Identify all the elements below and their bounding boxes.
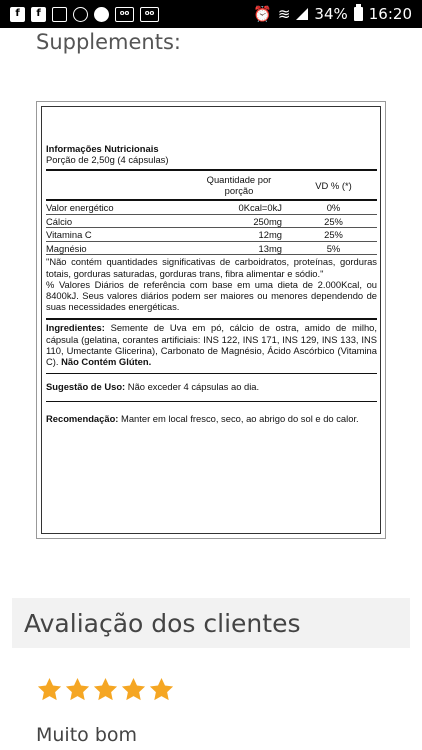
table-row: Valor energético 0Kcal=0kJ 0% [46, 202, 341, 214]
table-row: Cálcio 250mg 25% [46, 214, 377, 228]
heading-line: Supplements: [36, 30, 181, 54]
star-rating [36, 676, 175, 703]
facebook-icon: f [10, 7, 25, 22]
reviews-title: Avaliação dos clientes [24, 609, 301, 638]
star-icon [64, 676, 91, 703]
star-icon [148, 676, 175, 703]
nutrition-label [41, 106, 381, 534]
label-notes [46, 254, 377, 312]
column-vd: VD % (*) [315, 179, 352, 191]
clock: 16:20 [368, 5, 412, 23]
reviews-header[interactable] [12, 598, 410, 648]
facebook-icon: f [31, 7, 46, 22]
alarm-icon: ⏰ [253, 5, 272, 23]
recommendation: Recomendação: Manter em local fresco, seco, ao abrigo do sol e do calor. [46, 413, 359, 425]
nutrition-label-image [36, 101, 386, 539]
voicemail-icon: oo [115, 7, 134, 22]
column-quantity: Quantidade por porção [206, 174, 272, 197]
table-header [46, 171, 377, 199]
wifi-icon: ≋ [277, 5, 291, 23]
table-row: Vitamina C 12mg 25% [46, 227, 377, 241]
note-not-significant: "Não contém quantidades significativas de carboidratos, proteínas, gorduras totais, gorduras saturadas, gorduras trans, fibra alimentar e sódio." [46, 256, 377, 279]
star-icon [92, 676, 119, 703]
ingredients: Ingredientes: Semente de Uva em pó, cálcio de ostra, amido de milho, cápsula (gelatina, corantes artificiais: INS 122, INS 171, INS 129, INS 133, INS 110, Umectante Glicerina), Carbonato de Magnésio, Ácido Ascórbico (Vitamina C). Não Contém Glúten. [46, 322, 377, 368]
battery-percent: 34% [314, 5, 348, 23]
star-icon [120, 676, 147, 703]
star-icon [36, 676, 63, 703]
note-daily-values: % Valores Diários de referência com base em uma dieta de 2.000Kcal, ou 8400kJ. Seus valores diários podem ser maiores ou menores dependendo de suas necessidades energéticas. [46, 278, 377, 313]
label-title: Informações Nutricionais [46, 143, 159, 154]
review-comment: Muito bom [36, 724, 138, 746]
voicemail-icon: oo [140, 7, 159, 22]
usage-suggestion: Sugestão de Uso: Não exceder 4 cápsulas ao dia. [46, 381, 260, 393]
label-portion: Porção de 2,50g (4 cápsulas) [46, 154, 169, 166]
table-row: Magnésio 13mg 5% [46, 241, 377, 255]
section-heading [36, 14, 416, 54]
